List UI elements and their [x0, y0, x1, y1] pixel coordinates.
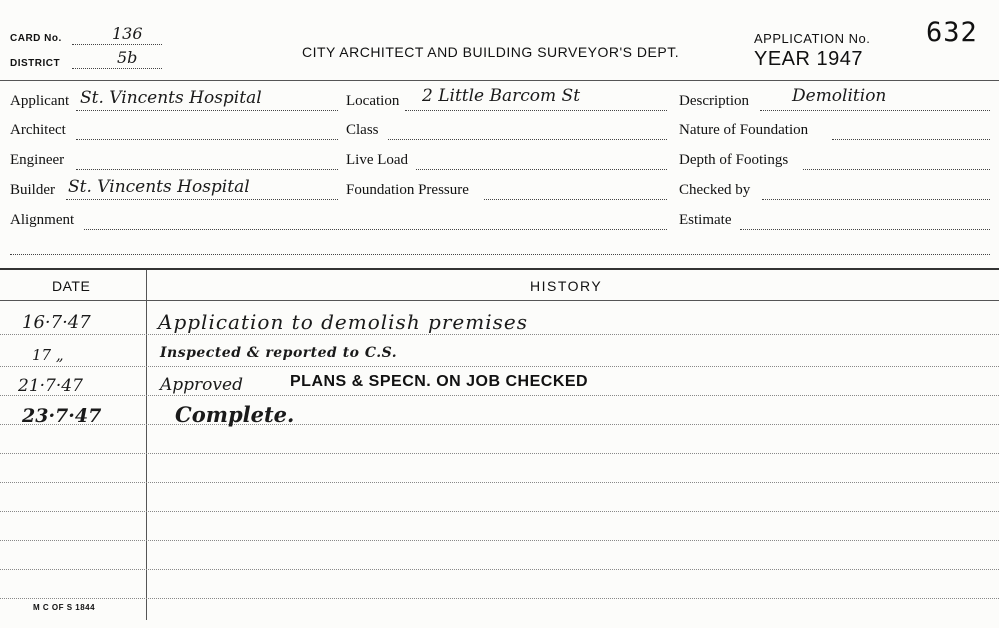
- estimate-dotted: [740, 229, 990, 230]
- live-load-label: Live Load: [346, 152, 409, 168]
- row-rule: [0, 482, 999, 483]
- form-code: M C OF S 1844: [33, 603, 96, 612]
- history-header: HISTORY: [530, 278, 603, 294]
- entry-date: 17 „: [32, 346, 64, 364]
- district-value: 5b: [117, 48, 138, 67]
- row-rule: [0, 366, 999, 367]
- description-dotted: [760, 110, 990, 111]
- location-value: 2 Little Barcom St: [422, 86, 581, 106]
- nature-of-foundation-label: Nature of Foundation: [679, 122, 809, 138]
- year: YEAR 1947: [754, 48, 864, 70]
- row-rule: [0, 395, 999, 396]
- builder-label: Builder: [10, 182, 55, 198]
- header-rule: [0, 80, 999, 81]
- architect-label: Architect: [10, 122, 66, 138]
- row-rule: [0, 334, 999, 335]
- row-rule: [0, 424, 999, 425]
- builder-dotted: [66, 199, 338, 200]
- live-load-dotted: [416, 169, 667, 170]
- entry-text: Application to demolish premises: [158, 310, 528, 334]
- row-rule: [0, 598, 999, 599]
- entry-text: Approved: [160, 375, 243, 395]
- card-no-value: 136: [112, 24, 143, 43]
- entry-text: Complete.: [175, 402, 295, 427]
- entry-date: 16·7·47: [22, 312, 91, 333]
- entry-text: Inspected & reported to C.S.: [160, 345, 398, 361]
- location-label: Location: [346, 93, 400, 109]
- row-rule: [0, 511, 999, 512]
- applicant-dotted: [76, 110, 338, 111]
- row-rule: [0, 569, 999, 570]
- extra-dotted-line: [10, 254, 990, 255]
- depth-dotted: [803, 169, 990, 170]
- alignment-dotted: [84, 229, 667, 230]
- class-label: Class: [346, 122, 379, 138]
- table-top-rule: [0, 268, 999, 270]
- description-label: Description: [679, 93, 749, 109]
- header-under-rule: [0, 300, 999, 301]
- description-value: Demolition: [792, 86, 887, 106]
- estimate-label: Estimate: [679, 212, 732, 228]
- district-label: DISTRICT: [10, 58, 61, 69]
- depth-of-footings-label: Depth of Footings: [679, 152, 789, 168]
- date-header: DATE: [52, 278, 91, 294]
- class-dotted: [388, 139, 667, 140]
- builder-value: St. Vincents Hospital: [68, 177, 250, 197]
- checked-by-label: Checked by: [679, 182, 751, 198]
- alignment-label: Alignment: [10, 212, 75, 228]
- applicant-value: St. Vincents Hospital: [80, 88, 262, 108]
- approval-stamp: PLANS & SPECN. ON JOB CHECKED: [290, 373, 589, 390]
- location-dotted: [405, 110, 667, 111]
- department-title: CITY ARCHITECT AND BUILDING SURVEYOR'S DEPT.: [302, 44, 680, 60]
- foundation-pressure-label: Foundation Pressure: [346, 182, 469, 198]
- row-rule: [0, 540, 999, 541]
- checked-dotted: [762, 199, 990, 200]
- applicant-label: Applicant: [10, 93, 70, 109]
- application-no-label: APPLICATION No.: [754, 31, 871, 46]
- card-no-label: CARD No.: [10, 33, 62, 44]
- engineer-dotted: [76, 169, 338, 170]
- architect-dotted: [76, 139, 338, 140]
- entry-date: 21·7·47: [18, 376, 83, 396]
- row-rule: [0, 453, 999, 454]
- district-underline: [72, 68, 162, 69]
- engineer-label: Engineer: [10, 152, 65, 168]
- entry-date: 23·7·47: [22, 405, 102, 427]
- card-no-underline: [72, 44, 162, 45]
- application-no-value: 632: [926, 17, 978, 48]
- nature-dotted: [832, 139, 990, 140]
- foundation-pressure-dotted: [484, 199, 667, 200]
- date-column-divider: [146, 270, 147, 620]
